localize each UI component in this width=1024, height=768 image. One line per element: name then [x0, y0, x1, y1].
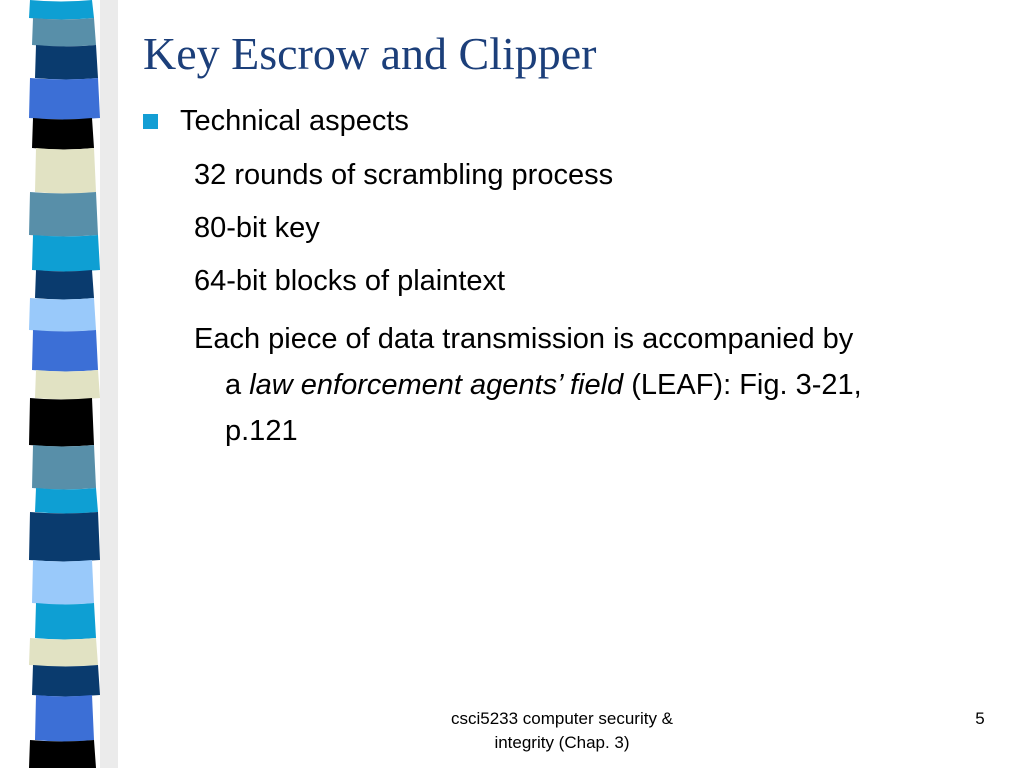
- stripe-segment: [29, 298, 96, 332]
- stripe-segment: [35, 45, 98, 80]
- stripe-segment: [29, 740, 96, 768]
- page-number: 5: [975, 709, 985, 728]
- footer-course: [412, 707, 712, 755]
- leaf-line-3: p.121: [225, 415, 298, 447]
- stripe-segment: [35, 270, 94, 300]
- sub-item-key: 80-bit key: [194, 212, 320, 244]
- leaf-italic-term: law enforcement agents’ field: [249, 369, 624, 401]
- stripe-segment: [35, 603, 96, 640]
- stripe-segment: [32, 445, 96, 490]
- square-bullet-icon: [143, 114, 158, 129]
- bullet-item: [143, 103, 409, 139]
- sub-item-blocks: 64-bit blocks of plaintext: [194, 265, 506, 297]
- stripe-shadow: [100, 0, 118, 768]
- decorative-stripe-bar: [0, 0, 118, 768]
- stripe-segment: [35, 695, 94, 742]
- footer-course-line-1: csci5233 computer security &: [450, 709, 674, 728]
- leaf-line-2: [194, 362, 984, 408]
- stripe-segment: [32, 235, 100, 272]
- sub-item-leaf: [194, 316, 984, 454]
- leaf-line-1: Each piece of data transmission is accompanied by: [194, 323, 854, 355]
- stripe-segment: [29, 512, 100, 562]
- stripe-segment: [29, 638, 98, 667]
- stripe-segment: [29, 0, 94, 20]
- stripe-segment: [29, 398, 94, 447]
- stripe-segment: [35, 370, 100, 400]
- stripe-segment: [32, 18, 96, 47]
- leaf-suffix: (LEAF): Fig. 3-21,: [623, 369, 862, 401]
- leaf-prefix: a: [225, 369, 250, 401]
- stripe-segment: [35, 148, 96, 194]
- stripe-segment: [29, 192, 98, 237]
- stripe-segment: [32, 560, 94, 605]
- stripe-segment: [29, 78, 100, 120]
- footer-course-line-2: integrity (Chap. 3): [494, 733, 630, 752]
- stripe-segment: [32, 665, 100, 697]
- stripe-segment: [35, 488, 98, 514]
- stripe-segment: [32, 118, 94, 150]
- bullet-label: Technical aspects: [180, 105, 409, 137]
- stripe-segment: [32, 330, 98, 372]
- sub-item-rounds: 32 rounds of scrambling process: [194, 159, 614, 191]
- slide-title: Key Escrow and Clipper: [143, 28, 597, 79]
